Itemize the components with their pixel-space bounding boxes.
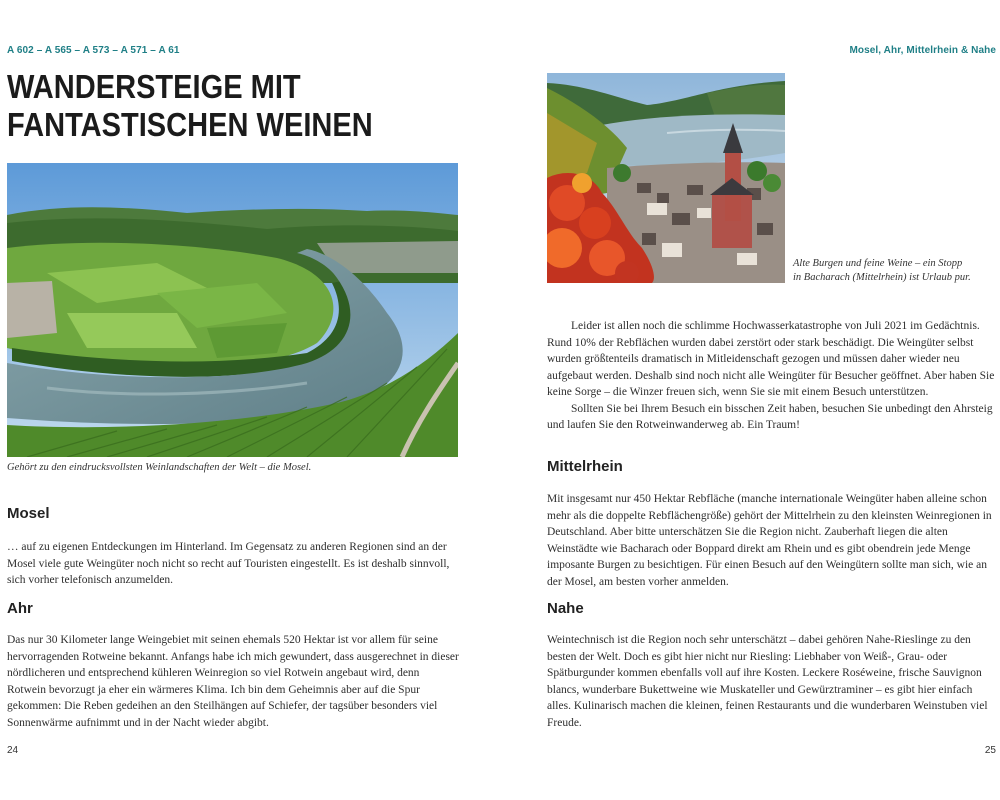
section-heading-mosel: Mosel [7, 505, 50, 522]
section-text-mittelrhein: Mit insgesamt nur 450 Hektar Rebfläche (manche internationale Weingüter haben alleine schon mehr als die doppelte Rebflächengröße) gehört der Mittelrhein zu den kleinsten Weinregionen in Deutschland. Aber bitte unterschätzen Sie die Region nicht. Zauberhaft liegen die alten Weinstädte wie Bacharach oder Boppard direkt am Rhein und es gibt obendrein jede Menge imposante Burgen zu besichtigen. Für einen Besuch auf den Weingütern sollte man sich, wie an der Mosel, am besten vorher anmelden. [547, 493, 992, 588]
title-line-2: FANTASTISCHEN WEINEN [7, 106, 373, 143]
section-text-mosel: … auf zu eigenen Entdeckungen im Hinterland. Im Gegensatz zu anderen Regionen sind an der Mosel viele gute Weingüter noch nicht so recht auf Touristen eingestellt. Es ist deshalb sinnvoll, sich vorher telefonisch anzumelden. [7, 541, 450, 586]
intro-paragraph-1: Leider ist allen noch die schlimme Hochwasserkatastrophe von Juli 2021 im Gedächtnis. Rund 10% der Rebflächen wurden dabei zerstört oder stark beschädigt. Die Weingüter selbst wurden größtenteils dramatisch in Mitleidenschaft gezogen und müssen daher wieder neu aufgebaut werden. Deshalb sind noch nicht alle Weingüter für Besucher geöffnet. Aber haben Sie keine Sorge – die Winzer freuen sich, wenn Sie sie mit einem Besuch unterstützen. [547, 320, 995, 398]
page-number-right: 25 [984, 745, 996, 756]
bacharach-photo-caption [793, 257, 993, 285]
caption-line-2: in Bacharach (Mittelrhein) ist Urlaub pur. [793, 272, 971, 283]
title-line-1: WANDERSTEIGE MIT [7, 68, 301, 105]
mosel-photo-caption: Gehört zu den eindrucksvollsten Weinlandschaften der Welt – die Mosel. [7, 462, 312, 473]
section-text-nahe: Weintechnisch ist die Region noch sehr unterschätzt – dabei gehören Nahe-Rieslinge zu den besten der Welt. Doch es gibt hier nicht nur Riesling: Liebhaber von Weiß-, Grau- oder Spätburgunder kommen ebenfalls voll auf ihre Kosten. Leckere Roséweine, frische Sauvignon blancs, wunderbare Bukettweine wie Muskateller und Gewürztraminer – es gibt hier einfach alles. Kulinarisch machen die kleinen, feinen Restaurants und die wunderbaren Weinstuben viel Freude. [547, 634, 988, 729]
route-label: A 602 – A 565 – A 573 – A 571 – A 61 [7, 45, 180, 56]
intro-paragraph-2: Sollten Sie bei Ihrem Besuch ein bisschen Zeit haben, besuchen Sie unbedingt den Ahrsteig und laufen Sie den Rotweinwanderweg ab. Ein Traum! [547, 402, 993, 431]
section-heading-ahr: Ahr [7, 600, 33, 617]
caption-line-1: Alte Burgen und feine Weine – ein Stopp [793, 258, 963, 269]
bacharach-photo [547, 73, 785, 283]
section-heading-nahe: Nahe [547, 600, 584, 617]
section-text-ahr: Das nur 30 Kilometer lange Weingebiet mit seinen ehemals 520 Hektar ist vor allem für seine hervorragenden Rotweine bekannt. Anfangs habe ich mich gewundert, dass ausgerechnet in dieser nördlicheren und entsprechend kühleren Weinregion so viel Rotwein angebaut wird, denn Rotwein bevorzugt ja eher ein wärmeres Klima. Ich bin dem Geheimnis aber auf die Spur gekommen: Die Reben gedeihen an den Steilhängen auf Schiefer, der tagsüber besonders viel Sonnenwärme aufnimmt und in der Nacht wieder abgibt. [7, 634, 459, 729]
mosel-photo [7, 163, 458, 457]
page-number-left: 24 [7, 745, 19, 756]
intro-text [547, 318, 997, 434]
region-tag: Mosel, Ahr, Mittelrhein & Nahe [849, 45, 996, 56]
page-title [7, 68, 373, 144]
section-heading-mittelrhein: Mittelrhein [547, 458, 623, 475]
